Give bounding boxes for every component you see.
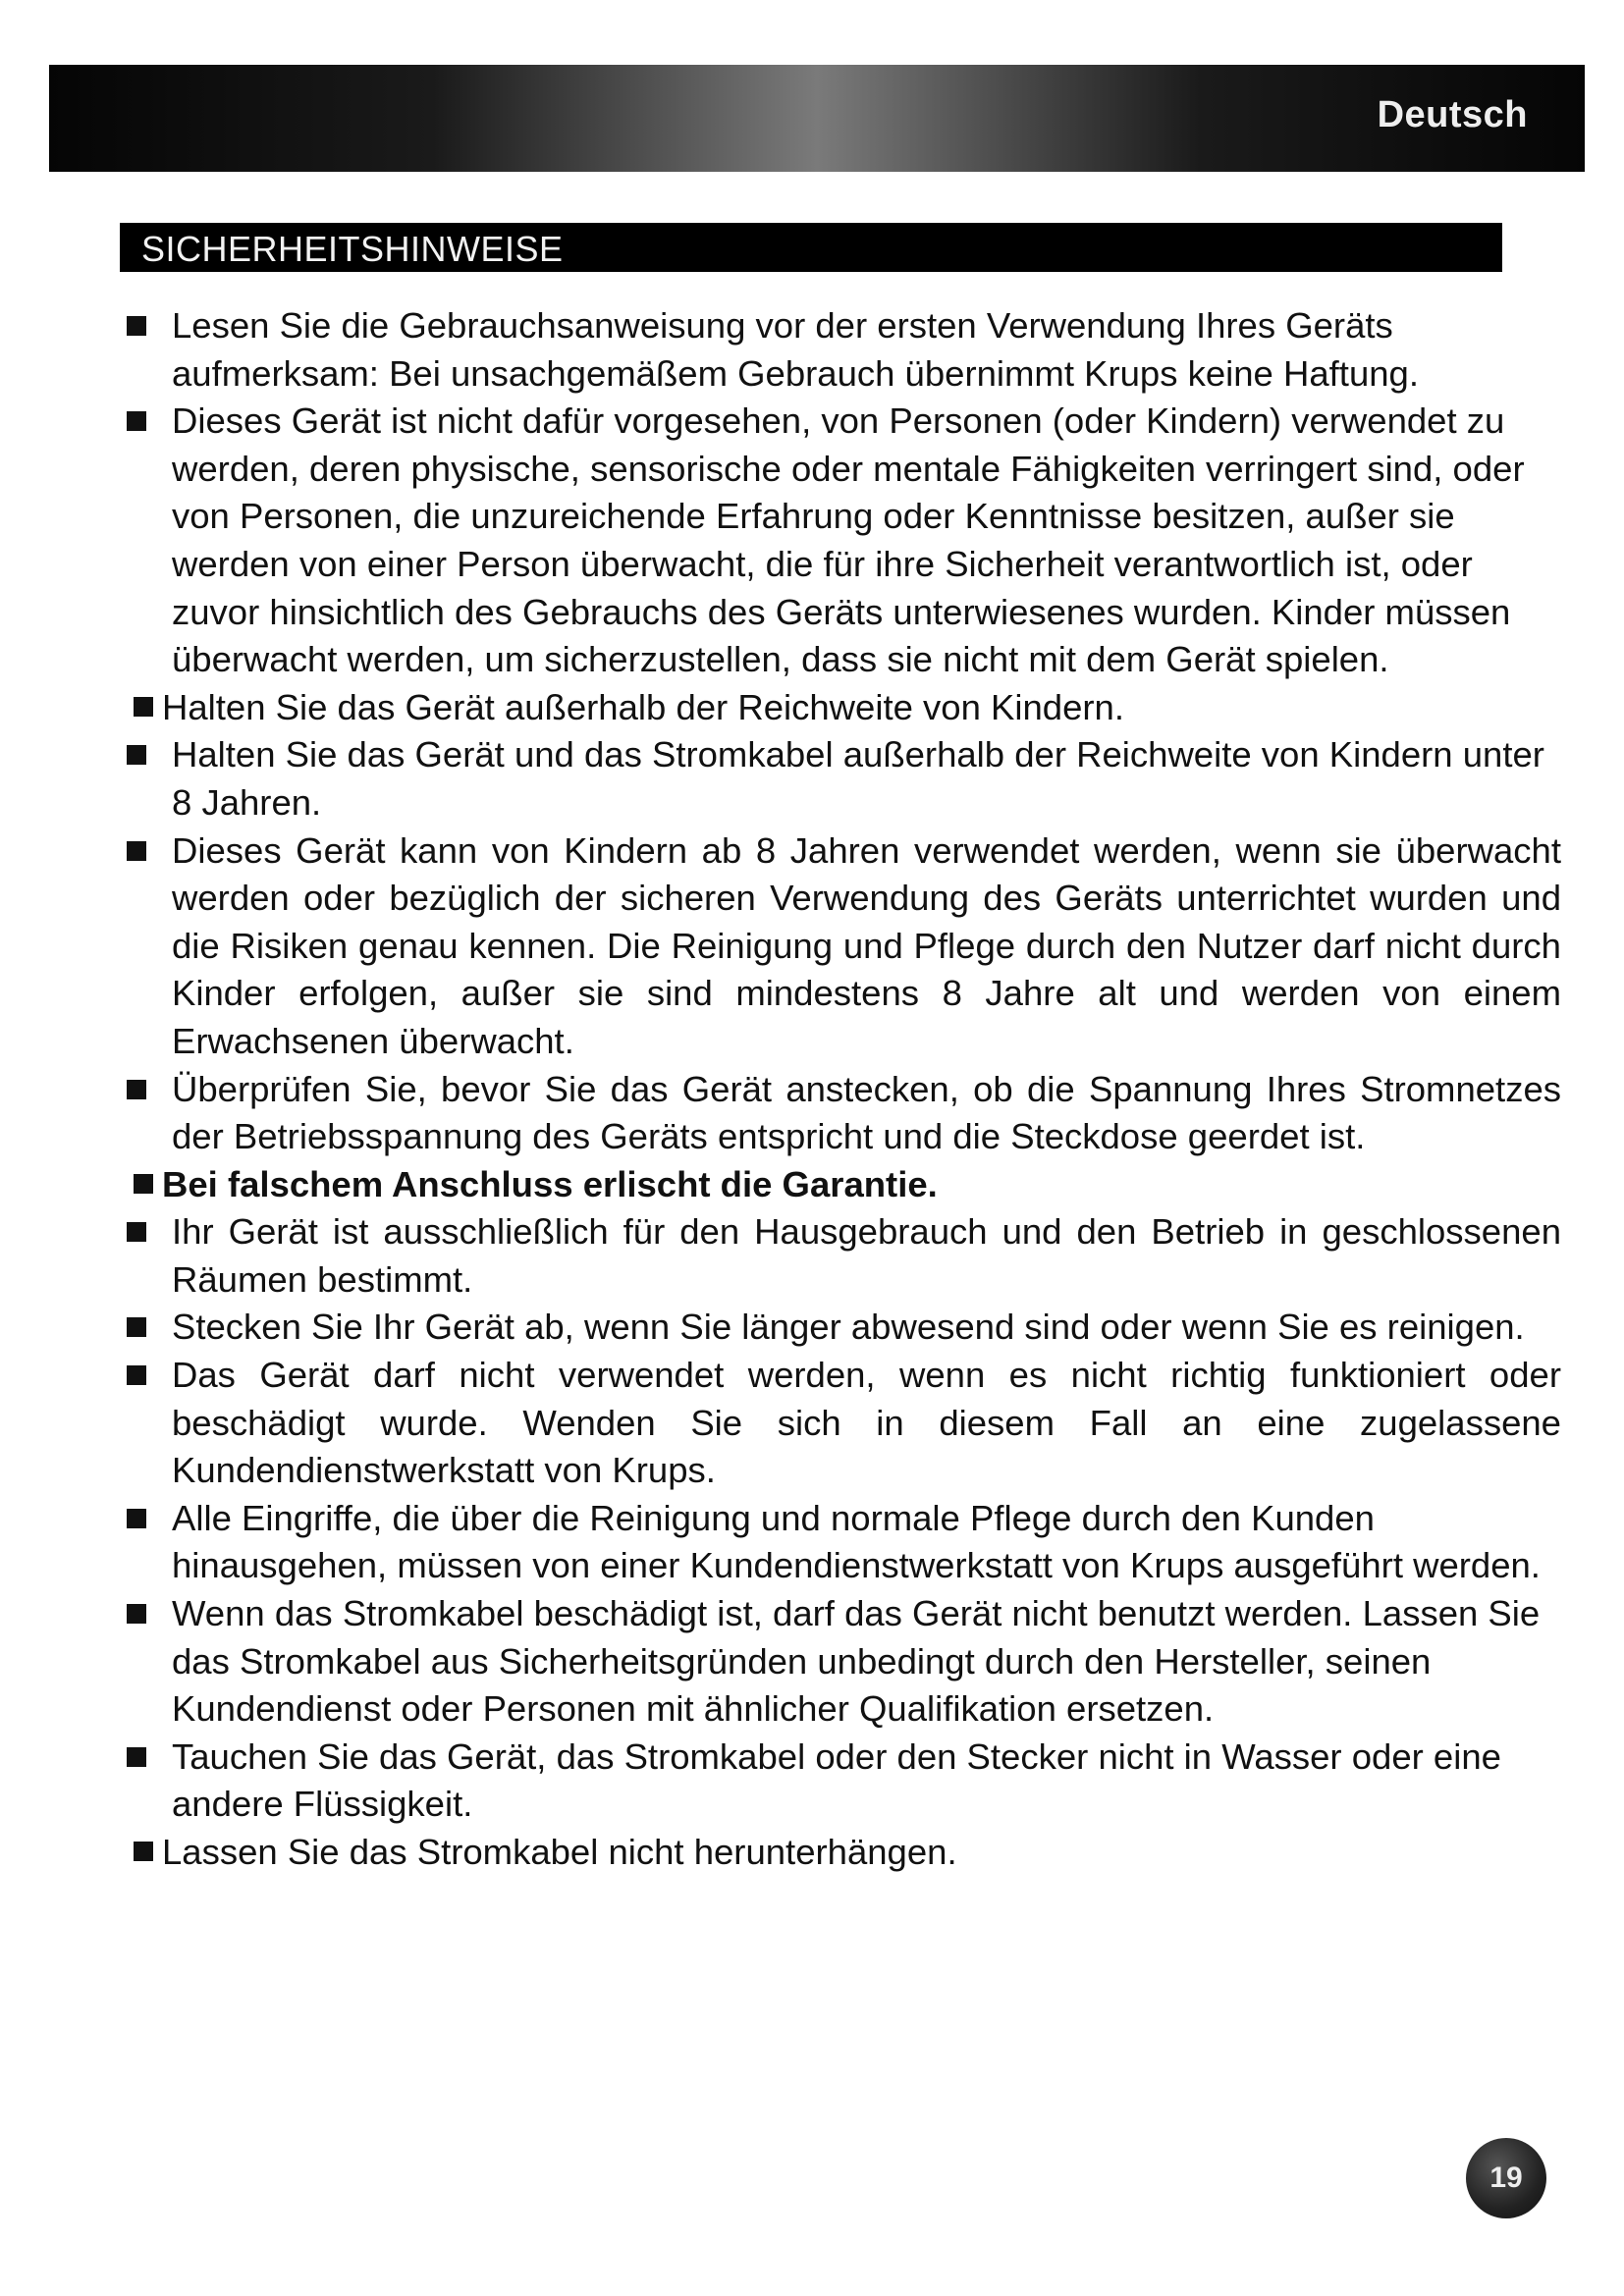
page-number-badge: 19 <box>1466 2138 1546 2218</box>
list-item-text: Dieses Gerät ist nicht dafür vorgesehen, von Personen (oder Kindern) verwendet zu werden, deren physische, sensorische oder mentale Fähigkeiten verringert sind, oder von Personen, die unzureichende Erfahrung oder Kenntnisse besitzen, außer sie werden von einer Person überwacht, die für ihre Sicherheit verantwortlich ist, oder zuvor hinsichtlich des Gebrauchs des Geräts unterwiesenes wurden. Kinder müssen überwacht werden, um sicherzustellen, dass sie nicht mit dem Gerät spielen. <box>172 400 1525 680</box>
list-item-text: Halten Sie das Gerät und das Stromkabel außerhalb der Reichweite von Kindern unter 8 Jahren. <box>172 734 1544 823</box>
square-bullet-icon <box>127 1317 146 1337</box>
list-item-text: Ihr Gerät ist ausschließlich für den Hausgebrauch und den Betrieb in geschlossenen Räumen bestimmt. <box>172 1211 1561 1300</box>
list-item-text: Überprüfen Sie, bevor Sie das Gerät anstecken, ob die Spannung Ihres Stromnetzes der Betriebsspannung des Geräts entspricht und die Steckdose geerdet ist. <box>172 1068 1561 1157</box>
square-bullet-icon <box>127 1365 146 1385</box>
square-bullet-icon <box>134 697 153 717</box>
square-bullet-icon <box>134 1842 153 1861</box>
square-bullet-icon <box>127 1747 146 1767</box>
list-item-text: Alle Eingriffe, die über die Reinigung und normale Pflege durch den Kunden hinausgehen, müssen von einer Kundendienstwerkstatt von Krups ausgeführt werden. <box>172 1497 1541 1586</box>
list-item <box>118 731 1561 827</box>
list-item-text: Tauchen Sie das Gerät, das Stromkabel oder den Stecker nicht in Wasser oder eine andere Flüssigkeit. <box>172 1735 1501 1825</box>
safety-instructions-list <box>118 302 1561 1877</box>
list-item <box>118 302 1561 398</box>
section-heading-bar <box>120 223 1502 272</box>
square-bullet-icon <box>127 1222 146 1242</box>
list-item <box>118 1590 1561 1734</box>
list-item-text: Lassen Sie das Stromkabel nicht herunterhängen. <box>162 1832 957 1872</box>
list-item-text: Wenn das Stromkabel beschädigt ist, darf das Gerät nicht benutzt werden. Lassen Sie das Stromkabel aus Sicherheitsgründen unbedingt durch den Hersteller, seinen Kundendienst oder Personen mit ähnlicher Qualifikation ersetzen. <box>172 1593 1541 1730</box>
list-item-text: Lesen Sie die Gebrauchsanweisung vor der ersten Verwendung Ihres Geräts aufmerksam: Bei unsachgemäßem Gebrauch übernimmt Krups keine Haftung. <box>172 305 1419 394</box>
list-item <box>118 1829 1561 1877</box>
list-item <box>118 1495 1561 1590</box>
language-label: Deutsch <box>1377 94 1528 135</box>
square-bullet-icon <box>127 1080 146 1099</box>
list-item <box>118 1208 1561 1304</box>
list-item <box>118 1734 1561 1829</box>
square-bullet-icon <box>127 316 146 336</box>
list-item-text: Halten Sie das Gerät außerhalb der Reichweite von Kindern. <box>162 686 1124 727</box>
list-item <box>118 1352 1561 1495</box>
list-item <box>118 684 1561 732</box>
square-bullet-icon <box>127 1509 146 1528</box>
square-bullet-icon <box>134 1174 153 1194</box>
list-item-text: Das Gerät darf nicht verwendet werden, wenn es nicht richtig funktioniert oder beschädigt wurde. Wenden Sie sich in diesem Fall an eine zugelassene Kundendienstwerkstatt von Krups. <box>172 1355 1561 1491</box>
header-bar <box>49 65 1585 172</box>
list-item <box>118 1161 1561 1209</box>
list-item <box>118 398 1561 684</box>
list-item-text: Bei falschem Anschluss erlischt die Garantie. <box>162 1163 938 1204</box>
list-item <box>118 828 1561 1066</box>
list-item <box>118 1304 1561 1352</box>
list-item-text: Dieses Gerät kann von Kindern ab 8 Jahren verwendet werden, wenn sie überwacht werden oder bezüglich der sicheren Verwendung des Geräts unterrichtet wurden und die Risiken genau kennen. Die Reinigung und Pflege durch den Nutzer darf nicht durch Kinder erfolgen, außer sie sind mindestens 8 Jahre alt und werden von einem Erwachsenen überwacht. <box>172 829 1561 1061</box>
square-bullet-icon <box>127 841 146 861</box>
square-bullet-icon <box>127 1604 146 1624</box>
square-bullet-icon <box>127 745 146 765</box>
list-item <box>118 1066 1561 1161</box>
square-bullet-icon <box>127 411 146 431</box>
section-title: SICHERHEITSHINWEISE <box>141 229 564 269</box>
list-item-text: Stecken Sie Ihr Gerät ab, wenn Sie länger abwesend sind oder wenn Sie es reinigen. <box>172 1307 1525 1348</box>
